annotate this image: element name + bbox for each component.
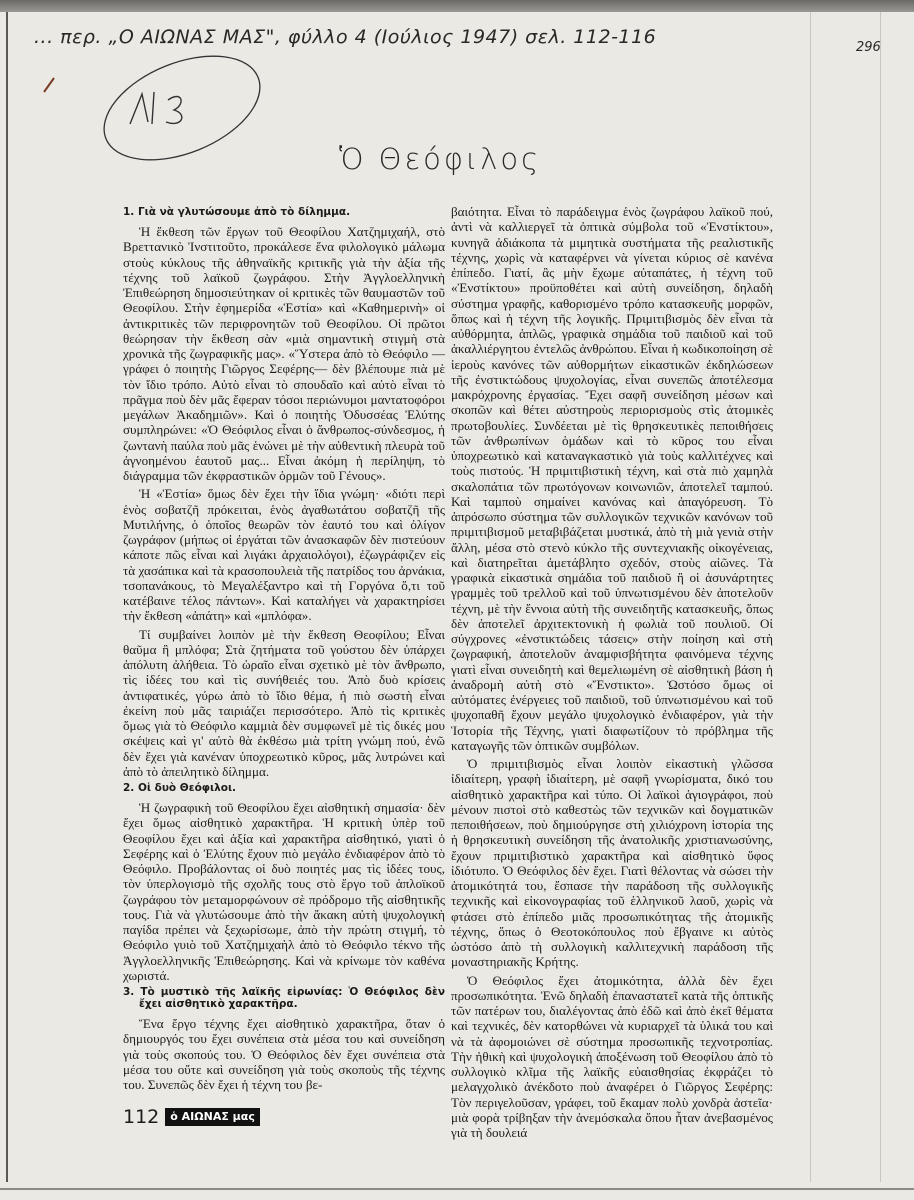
magazine-logo: ὁ ΑΙΩΝΑΣ μας — [165, 1108, 260, 1126]
left-column — [123, 204, 445, 1128]
page-footer — [123, 1106, 445, 1128]
section-heading: 2. Οἱ δυὸ Θεόφιλοι. — [123, 782, 237, 794]
paragraph: Ἕνα ἔργο τέχνης ἔχει αἰσθητικὸ χαρακτῆρα, ὅταν ὁ δημιουργός του ἔχει συνέπεια στὰ μέσα του καὶ συνείδηση γιὰ τοὺς σκοπούς του. Ὁ Θεόφιλος δὲν ἔχει συνέπεια στὰ μέσα του οὔτε καὶ συνείδηση γιὰ τοὺς σκοποὺς τῆς τέχνης του. Συνεπῶς δὲν ἔχει ἡ τέχνη του βε- — [123, 1016, 445, 1092]
paragraph: Τί συμβαίνει λοιπὸν μὲ τὴν ἔκθεση Θεοφίλου; Εἶναι θαῦμα ἢ μπλόφα; Στὰ ζητήματα τοῦ γούστου δὲν ὑπάρχει ἀπόλυτη ἀλήθεια. Τὸ ὡραῖο εἶναι σχετικὸ μὲ τὸν ἄνθρωπο, τὶς ἰδέες του καὶ τὶς συνήθειές του. Ἀπὸ δυὸ κρίσεις ἀντιφατικές, γύρω ἀπὸ τὸ ἴδιο θέμα, ἡ πιὸ σωστὴ εἶναι ἐκείνη ποὺ μᾶς ταιριάζει περισσότερο. Ἀπὸ τὶς κριτικὲς ὅμως γιὰ τὸ Θεόφιλο καμμιὰ δὲν συμφωνεῖ μὲ τὶς δικές μου σκέψεις καὶ γι' αὐτὸ θὰ ἐκθέσω μιὰ τρίτη γνώμη πού, ἐνῶ δὲν ἔχει γιὰ κανέναν ὑποχρεωτικὸ κῦρος, μᾶς λυτρώνει καὶ ἀπὸ τὸ ἀπειλητικὸ δίλημμα. — [123, 626, 445, 779]
paragraph: Ἡ «Ἑστία» ὅμως δὲν ἔχει τὴν ἴδια γνώμη· «διότι περὶ ἑνὸς σοβατζῆ πρόκειται, ἑνὸς ἀγαθωτάτου σοβατζῆ τῆς Μυτιλήνης, ὁ ὁποῖος θεωρῶν τὸν ἑαυτό του καὶ ὀλίγον ζωγράφον (μήπως οἱ ἐργάται τῶν ἀνασκαφῶν δὲν πιστεύουν κάποτε πῶς εἶναι καὶ λιγάκι ἀρχαιολόγοι), ἐζωγράφιζεν εἰς τὰ χασάπικα καὶ τὰ κρασοπουλειὰ τῆς πατρίδος του ἀρνάκια, τσοπανάκους, τὸ Μεγαλέξαντρο καὶ τὴ Γοργόνα ὅ,τι τοῦ κατέβαινε τέλος πάντων». Καὶ καταλήγει νὰ χαρακτηρίσει τὴν ἔκθεση «ἀπάτη» καὶ «μπλόφα». — [123, 486, 445, 624]
paragraph: Ἡ ζωγραφικὴ τοῦ Θεοφίλου ἔχει αἰσθητικὴ σημασία· δὲν ἔχει ὅμως αἰσθητικὸ χαρακτῆρα. Ἡ κριτικὴ ὑπὲρ τοῦ Θεοφίλου ἔχει καὶ ἀξία καὶ χαρακτῆρα αἰσθητικό, γιατὶ ὁ Σεφέρης καὶ ὁ Ἐλύτης ἔχουν πιὸ μεγάλο ἐνδιαφέρον ἀπὸ τὸ Θεόφιλο. Προβάλοντας οἱ δυὸ ποιητές μας τὶς ἰδέες τους, τὸν ὑπερλογισμὸ τῆς σχολῆς τους στὸ ἔργο τοῦ ἁπλοϊκοῦ ζωγράφου τὸν μεταμορφώνουν σὲ πρόδρομο τῆς αἰσθητικῆς τους. Γιὰ νὰ γλυτώσουμε ἀπὸ τὴν ἄκακη αὐτὴ ψυχολογικὴ παγίδα πρέπει νὰ ξεχωρίσωμε, ἀπὸ τὴν πρώτη στιγμή, τὸ Θεόφιλο γυιὸ τοῦ Χατζημιχαὴλ ἀπὸ τὸ Θεόφιλο τέκνο τῆς Ἀγγλοελληνικῆς Ἐπιθεώρησης. Καὶ νὰ κρίνωμε τὸν καθένα χωριστά. — [123, 800, 445, 983]
handwritten-source-note: ... περ. „Ο ΑΙΩΝΑΣ ΜΑΣ", φύλλο 4 (Ιούλιος 1947) σελ. 112-116 — [34, 26, 657, 48]
paragraph: Ἡ ἔκθεση τῶν ἔργων τοῦ Θεοφίλου Χατζημιχαήλ, στὸ Βρεττανικὸ Ἰνστιτοῦτο, προκάλεσε ἕνα φιλολογικὸ μάλωμα στοὺς κύκλους τῆς ἀθηναϊκῆς κριτικῆς γιὰ τὴν ἀξία τῆς τέχνης τοῦ λαϊκοῦ ζωγράφου. Στὴν Ἀγγλοελληνικὴ Ἐπιθεώρηση δημοσιεύτηκαν οἱ κριτικὲς τῶν θαυμαστῶν τοῦ Θεοφίλου. Στὴν ἐφημερίδα «Ἑστία» καὶ «Καθημερινὴ» οἱ ἀντικριτικὲς τῶν περιφρονητῶν τοῦ Θεοφίλου. Οἱ πρῶτοι θεώρησαν τὴν ἔκθεση σὰν «μιὰ σημαντικὴ στιγμὴ στὰ χρονικὰ τῆς ζωγραφικῆς μας». «Ὕστερα ἀπὸ τὸ Θεόφιλο —γράφει ὁ ποιητὴς Γιῶργος Σεφέρης— δὲν βλέπουμε πιὰ μὲ τὸν ἴδιο τρόπο. Αὐτὸ εἶναι τὸ σπουδαῖο καὶ αὐτὸ εἶναι τὸ πρᾶγμα ποὺ δὲν μᾶς ἔφεραν τόσοι περιώνυμοι μαντατοφόροι μεγάλων Ἀκαδημιῶν». Καὶ ὁ ποιητὴς Ὀδυσσέας Ἐλύτης συμπληρώνει: «Ὁ Θεόφιλος εἶναι ὁ ἄνθρωπος-σύνδεσμος, ἡ ζωντανὴ παύλα ποὺ μᾶς ἑνώνει μὲ τὴν αὐθεντικὴ πλευρὰ τοῦ ἀγνοημένου ἑαυτοῦ μας... Εἶναι ἀκόμη ἡ περίληψη, τὸ διάγραμμα τῶν ἐκφραστικῶν ὁρμῶν τοῦ Γένους». — [123, 224, 445, 483]
scan-top-edge — [0, 0, 914, 12]
pencil-tick-icon — [40, 72, 60, 96]
section-heading: 1. Γιὰ νὰ γλυτώσουμε ἀπὸ τὸ δίλημμα. — [123, 206, 351, 218]
paragraph: Ὁ Θεόφιλος ἔχει ἀτομικότητα, ἀλλὰ δὲν ἔχει προσωπικότητα. Ἐνῶ δηλαδὴ ἐπαναστατεῖ κατὰ τῆς ὀπτικῆς τῶν πατέρων του, διαλέγοντας ἀπὸ ἐδῶ καὶ ἀπὸ ἐκεῖ θέματα καὶ τεχνικές, δὲν κατορθώνει νὰ κυριαρχεῖ τὰ ὑλικά του καὶ νὰ τὰ ἀφομοιώνει σὲ σύστημα προσωπικῆς τεχνοτροπίας. Τὴν ἠθικὴ καὶ ψυχολογικὴ ἀποξένωση τοῦ Θεοφίλου ἀπὸ τὸ συλλογικὸ κλῖμα τῆς λαϊκῆς εὐαισθησίας ἐκφράζει τὸ μελαγχολικὸ ἀνέκδοτο ποὺ ἀναφέρει ὁ Γιῶργος Σεφέρης: Τὸν περιγελοῦσαν, γράφει, τοῦ ἔκαμαν πολὺ χονδρὰ ἀστεῖα· μιὰ φορὰ τρίβηξαν τὴν ἀνεμόσκαλα ὅπου ἦταν ἀνεβασμένος γιὰ τὴ δουλειά — [451, 972, 773, 1140]
fold-line — [880, 12, 881, 1182]
right-column — [451, 204, 773, 1143]
scan-left-edge — [6, 12, 8, 1182]
handwritten-page-number: 296 — [856, 40, 881, 55]
fold-line — [810, 12, 811, 1182]
article-title: Ὁ Θεόφιλος — [338, 142, 542, 176]
footer-page-number: 112 — [123, 1106, 160, 1129]
paragraph: βαιότητα. Εἶναι τὸ παράδειγμα ἑνὸς ζωγράφου λαϊκοῦ πού, ἀντὶ νὰ καλλιεργεῖ τὰ ὀπτικὰ σύμβολα τοῦ «Ἐνστίκτου», κυνηγᾶ ἀδιάκοπα τὰ μιμητικὰ συστήματα τῆς ρεαλιστικῆς τέχνης, χωρὶς νὰ καταφέρνει νὰ γίνεται κύριος σὲ κανένα ἐπίπεδο. Γιατί, ἂς μὴν ἔχωμε αὐταπάτες, ἡ τέχνη τοῦ «Ἐνστίκτου» προϋποθέτει καὶ αὐτὴ συνείδηση, δηλαδὴ σύστημα γραφῆς, καθορισμένο τρόπο κατασκευῆς μορφῶν, ὅπως καὶ ἡ τέχνη τῆς λογικῆς. Πριμιτιβισμὸς δὲν εἶναι τὰ αὐθόρμητα, ἁπλῶς, γραφικὰ σημάδια τοῦ παιδιοῦ καὶ τοῦ ἀκαλλιέργητου ἐντελῶς ἀνθρώπου. Εἶναι ἡ κωδικοποίηση σὲ ἱεροὺς κανόνες τῶν αὐθορμήτων εἰκαστικῶν ἐκδηλώσεων τῆς ἐνστικτώδους ψυχολογίας, εἶναι συνεπῶς ἀποτέλεσμα μακρόχρονης ἐργασίας. Ἔχει σαφῆ συνείδηση μέσων καὶ σκοπῶν καὶ θέτει αὐστηροὺς περιορισμοὺς στὶς ἀτομικὲς πρωτοβουλίες. Συνδέεται μὲ τὶς θρησκευτικὲς πεποιθήσεις τῶν ἀνθρωπίνων ὁμάδων καὶ τὸ κῦρος του εἶναι ὑποχρεωτικὸ καὶ καταναγκαστικὸ γιὰ τοὺς καλλιτέχνες καὶ τοὺς πιστούς. Ἡ πριμιτιβιστικὴ τέχνη, καὶ στὰ πιὸ χαμηλὰ σκαλοπάτια τῶν πρωτόγονων κοινωνιῶν, ἀποτελεῖ ταμπού. Καὶ ταμποὺ σημαίνει κανόνας καὶ ἀπαγόρευση. Τὸ ἀπρόσωπο σύστημα τῶν συλλογικῶν τεχνικῶν κανόνων τοῦ πριμιτιβισμοῦ μεταβιβάζεται μυστικά, ἀπὸ τὴ μιὰ γενιὰ στὴν ἄλλη, μέσα στὸ στενὸ κύκλο τῆς συντεχνιακῆς οἰκογένειας, καὶ διατηρεῖται ἀμετάβλητο σχεδόν, στοὺς αἰῶνες. Τὰ γραφικὰ εἰκαστικὰ σημάδια τοῦ παιδιοῦ ἢ οἱ ἀσυνάρτητες γραμμὲς τοῦ τρελλοῦ καὶ τοῦ ὑπνωτισμένου δὲν ἀποτελοῦν τέχνη, μὲ τὴν ἔννοια αὐτὴ τῆς συνειδητῆς κατασκευῆς, ὅπως δὲν ἀποτελεῖ ἀρχιτεκτονικὴ ἡ φωλιὰ τοῦ πουλιοῦ. Οἱ σύγχρονες «ἐνστικτώδεις τάσεις» στὴν ποίηση καὶ στὴ ζωγραφική, ἀποτελοῦν ἀναμφισβήτητα φαινόμενα τέχνης γιατὶ εἶναι συνειδητὴ καὶ θεμελιωμένη σὲ αἰσθητικὴ βάση ἡ ἀναδρομὴ αὐτὴ στὸ «Ἔνστικτο». Ὡστόσο ὅμως οἱ αὐτόματες ἐνέργειες τοῦ παιδιοῦ, τοῦ ὑπνωτισμένου καὶ τοῦ ψυχοπαθῆ ἔχουν μεγάλο ψυχολογικὸ ἐνδιαφέρον, γιὰ τὴν Ἱστορία τῆς Τέχνης, γιατὶ διαφωτίζουν τὸ πρόβλημα τῆς καταγωγῆς τῶν ὀπτικῶν συμβόλων. — [451, 204, 773, 753]
paragraph: Ὁ πριμιτιβισμὸς εἶναι λοιπὸν εἰκαστικὴ γλῶσσα ἰδιαίτερη, γραφὴ ἰδιαίτερη, μὲ σαφῆ γνωρίσματα, δικό του αἰσθητικὸ χαρακτῆρα καὶ τύπο. Οἱ λαϊκοὶ ἁγιογράφοι, ποὺ μένουν πιστοὶ στὸ καθεστὼς τῶν τεχνικῶν καὶ δογματικῶν πεποιθήσεων, ποὺ δημιούργησε στὴ χιλιόχρονη ἱστορία της ἡ θρησκευτικὴ συνείδηση τῆς ἀνατολικῆς χριστιανωσύνης, ἔχουν πριμιτιβιστικὸ χαρακτῆρα καὶ αἰσθητικὸ ὕφος ἰδιότυπο. Ὁ Θεόφιλος δὲν ἔχει. Γιατὶ θέλοντας νὰ σώσει τὴν ἀτομικότητά του, ἔσπασε τὴν παράδοση τῆς συλλογικῆς τεχνικῆς καὶ εἰκονογραφίας τοῦ ἑλληνικοῦ λαοῦ, χωρὶς νὰ φτάσει στὸ ἐπίπεδο μιᾶς προσωπικότητας τῆς ἀτομικῆς τέχνης, ὅπως ὁ Θεοτοκόπουλος ποὺ ἔβγαινε κι αὐτὸς ὡστόσο ἀπὸ τὴ συλλογικὴ καλλιτεχνικὴ παράδοση τῆς μοναστηριακῆς Κρήτης. — [451, 756, 773, 970]
scan-bottom-edge — [0, 1188, 914, 1190]
section-heading: 3. Τὸ μυστικὸ τῆς λαϊκῆς εἰρωνίας: Ὁ Θεόφιλος δὲν ἔχει αἰσθητικὸ χαρακτῆρα. — [123, 986, 445, 1010]
